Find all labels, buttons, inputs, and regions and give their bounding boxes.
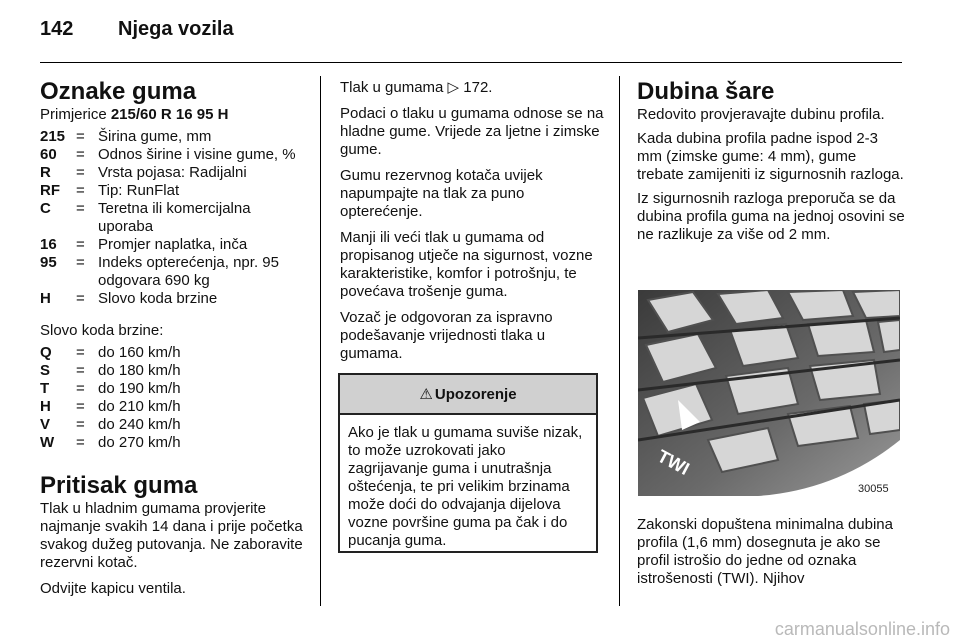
tyre-code-key: 215 [40,128,66,145]
header-divider [40,62,902,63]
tyre-code-key: RF [40,182,60,199]
tyre-code-list [40,128,308,308]
speed-code-key: S [40,362,51,379]
speed-code-key: W [40,434,55,451]
column-divider-1 [320,76,321,606]
tyre-code-key: C [40,200,51,217]
warning-header [340,375,596,415]
twi-label: TWI [654,445,693,480]
column-3-bottom [637,516,905,596]
tyre-code-row [40,182,308,200]
tyre-code-row [40,164,308,182]
pressure-paragraph-1: Tlak u hladnim gumama provjerite najmanje svakih 14 dana i prije početka svakog dužeg putovanja. Ne zaboravite rezervni kotač. [40,500,303,571]
col2-paragraph-1: Podaci o tlaku u gumama odnose se na hladne gume. Vrijede za ljetne i zimske gume. [340,105,604,158]
speed-code-key: T [40,380,50,397]
equals-sign: = [76,200,85,217]
page-ref-arrow-icon: ▷ [447,78,460,96]
pressure-reference [340,78,604,97]
reference-page[interactable]: 172. [459,79,493,96]
col2-paragraph-4: Vozač je odgovoran za ispravno podešavanje vrijednosti tlaka u gumama. [340,309,553,362]
tyre-code-row [40,290,308,308]
speed-code-row [40,362,308,380]
col3-paragraph-3: Iz sigurnosnih razloga preporuča se da dubina profila guma na jednoj osovini se ne razlikuje za više od 2 mm. [637,190,905,243]
tyre-code-row [40,128,308,146]
reference-text: Tlak u gumama [340,79,448,96]
equals-sign: = [76,182,85,199]
speed-code-row [40,380,308,398]
col3-paragraph-4: Zakonski dopuštena minimalna dubina profila (1,6 mm) dosegnuta je ako se profil istrošio do jedne od oznaka istrošenosti (TWI). Njihov [637,516,893,587]
tyre-code-key: 60 [40,146,57,163]
column-divider-2 [619,76,620,606]
chapter-title: Njega vozila [118,18,234,40]
speed-code-value: do 160 km/h [98,344,181,361]
tyre-code-row [40,146,308,164]
equals-sign: = [76,254,85,271]
equals-sign: = [76,362,85,379]
speed-code-value: do 180 km/h [98,362,181,379]
equals-sign: = [76,434,85,451]
warning-box [338,373,598,553]
warning-triangle-icon: ⚠ [419,385,433,403]
speed-intro: Slovo koda brzine: [40,322,164,339]
speed-code-row [40,434,308,452]
tyre-code-value: Širina gume, mm [98,128,212,145]
pressure-paragraph-2: Odvijte kapicu ventila. [40,580,186,597]
speed-code-value: do 210 km/h [98,398,181,415]
col3-paragraph-2: Kada dubina profila padne ispod 2-3 mm (zimske gume: 4 mm), gume trebate zamijeniti iz sigurnosnih razloga. [637,130,904,183]
warning-text: Ako je tlak u gumama suviše nizak, to može uzrokovati jako zagrijavanje guma i unutrašnja oštećenja, te pri velikim brzinama može doći do odvajanja dijelova vozne površine guma pa čak i do pucanja guma. [348,424,583,549]
equals-sign: = [76,380,85,397]
tyre-code-value: Vrsta pojasa: Radijalni [98,164,247,181]
tread-illustration [638,290,900,496]
tyre-code-value: Indeks opterećenja, npr. 95 odgovara 690 kg [98,254,279,289]
tyre-code-row [40,236,308,254]
column-1 [40,78,308,606]
tyre-code-row [40,200,308,236]
example-value: 215/60 R 16 95 H [110,106,229,123]
tyre-markings-heading: Oznake guma [40,78,197,105]
tyre-pressure-heading: Pritisak guma [40,472,198,499]
speed-code-key: H [40,398,51,415]
speed-code-row [40,344,308,362]
tyre-code-value: Tip: RunFlat [98,182,180,199]
equals-sign: = [76,416,85,433]
speed-code-list [40,344,308,452]
tyre-code-key: 16 [40,236,57,253]
col3-paragraph-1: Redovito provjeravajte dubinu profila. [637,106,885,123]
speed-code-row [40,416,308,434]
tyre-code-row [40,254,308,290]
tyre-code-value: Slovo koda brzine [98,290,218,307]
warning-title: Upozorenje [434,385,517,403]
column-2 [340,78,604,371]
column-3 [637,78,905,252]
page-number: 142 [40,18,74,40]
tyre-code-value: Odnos širine i visine gume, % [98,146,296,163]
equals-sign: = [76,146,85,163]
tyre-tread-image [638,290,900,496]
col2-paragraph-3: Manji ili veći tlak u gumama od propisanog utječe na sigurnost, vozne karakteristike, komfor i potrošnju, te povećava trošenje guma. [340,229,593,300]
speed-code-value: do 190 km/h [98,380,181,397]
tread-depth-heading: Dubina šare [637,78,775,105]
watermark: carmanualsonline.info [774,619,950,639]
equals-sign: = [76,290,85,307]
speed-code-row [40,398,308,416]
speed-code-value: do 270 km/h [98,434,181,451]
equals-sign: = [76,236,85,253]
tyre-code-key: 95 [40,254,57,271]
tyre-code-value: Promjer naplatka, inča [98,236,248,253]
col2-paragraph-2: Gumu rezervnog kotača uvijek napumpajte na tlak za puno opterećenje. [340,167,543,220]
speed-code-key: V [40,416,51,433]
example-label: Primjerice [40,106,111,123]
image-code: 30055 [858,483,889,495]
equals-sign: = [76,128,85,145]
speed-code-key: Q [40,344,52,361]
tyre-code-key: H [40,290,51,307]
tyre-code-value: Teretna ili komercijalna uporaba [98,200,251,235]
equals-sign: = [76,344,85,361]
tyre-code-key: R [40,164,51,181]
example-line [40,106,308,124]
equals-sign: = [76,164,85,181]
equals-sign: = [76,398,85,415]
speed-code-value: do 240 km/h [98,416,181,433]
